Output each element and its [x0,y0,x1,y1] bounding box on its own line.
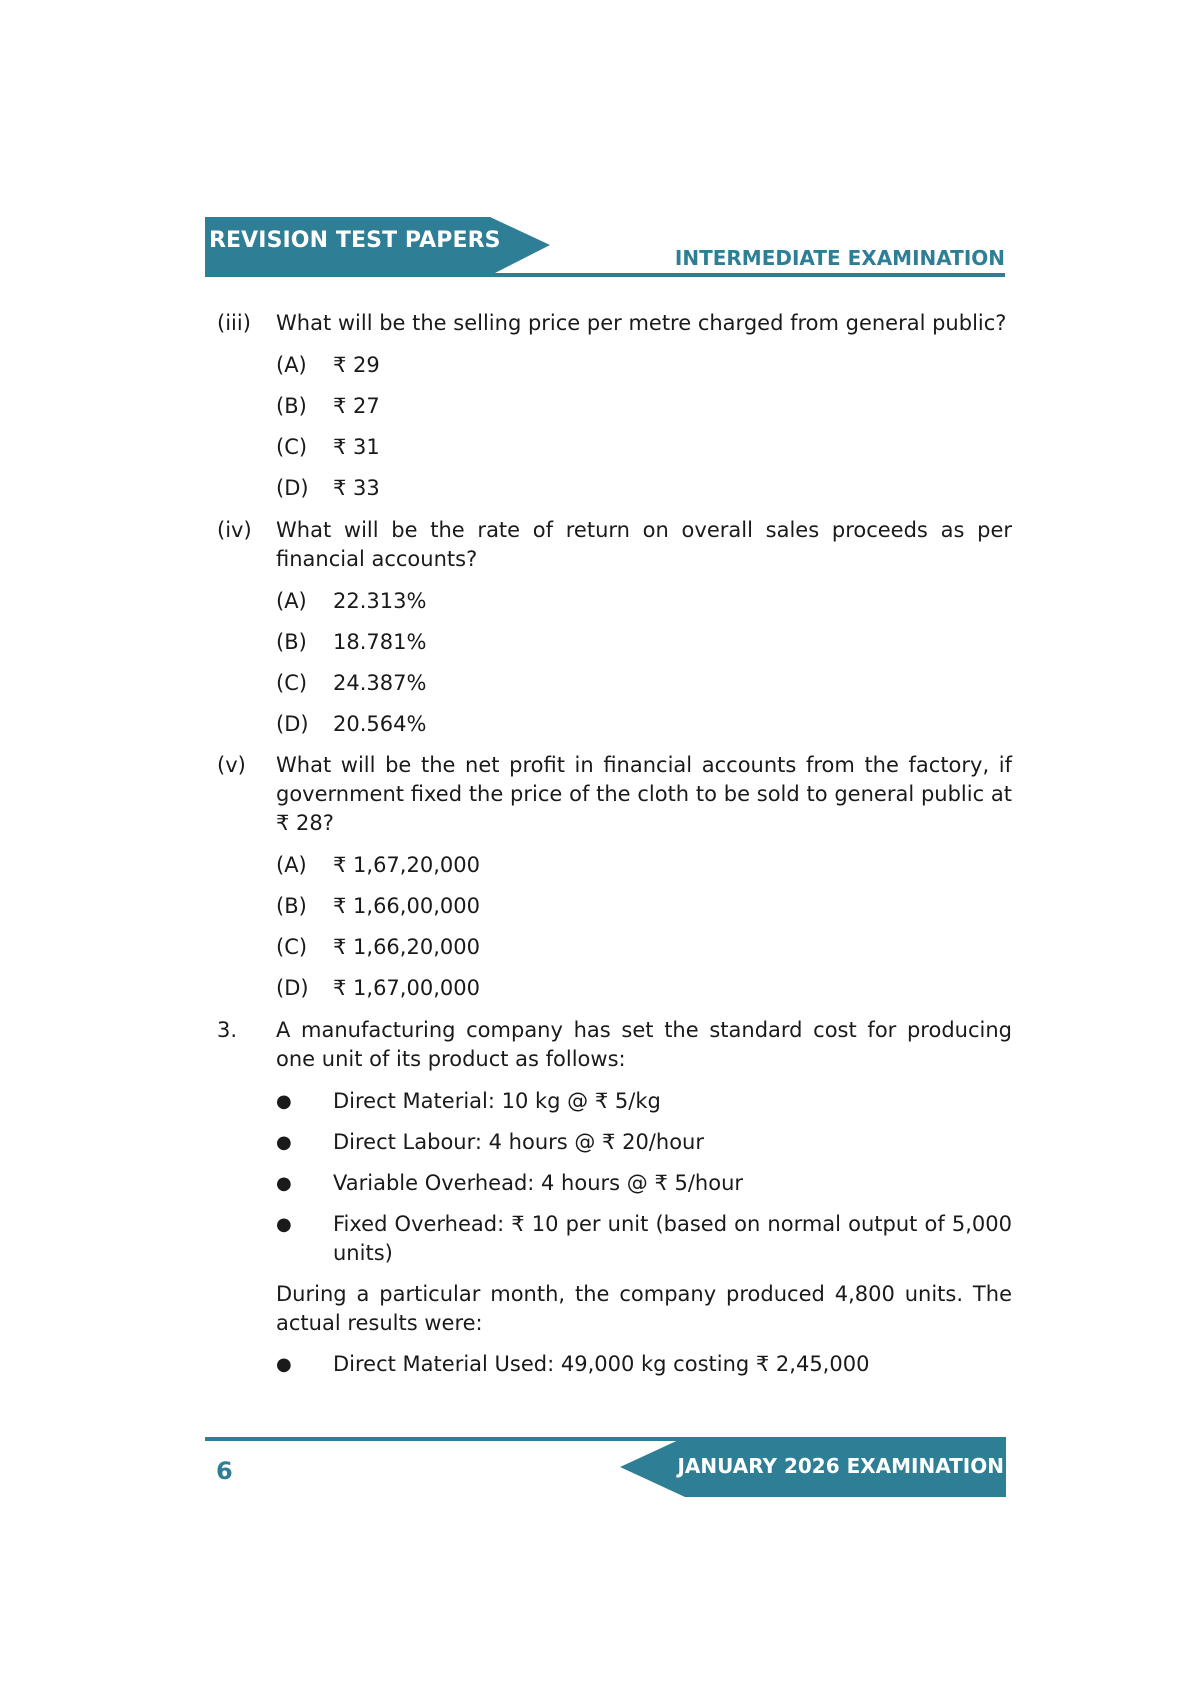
question-number: (iv) [217,518,252,542]
bullet-icon: ● [276,1354,292,1375]
option-label: (A) [276,353,307,377]
option-label: (C) [276,671,308,695]
actual-text: Direct Material Used: 49,000 kg costing ₹ 2,45,000 [333,1352,870,1376]
option-label: (D) [276,976,309,1000]
footer-exam-title: JANUARY 2026 EXAMINATION [677,1454,1004,1478]
standard-text: Fixed Overhead: ₹ 10 per unit (based on normal output of 5,000 units) [333,1212,1012,1265]
option-value: ₹ 1,67,20,000 [333,853,480,877]
option-value: ₹ 27 [333,394,380,418]
question-number: (v) [217,753,246,777]
question-text: What will be the rate of return on overall sales proceeds as per financial accounts? [276,518,1012,571]
option-label: (B) [276,630,307,654]
option-label: (A) [276,589,307,613]
option-value: ₹ 1,67,00,000 [333,976,480,1000]
question-text: What will be the net profit in financial accounts from the factory, if government fixed the price of the cloth to be sold to general public at ₹ 28? [276,753,1012,835]
question-text: What will be the selling price per metre charged from general public? [276,311,1007,335]
option-value: ₹ 1,66,00,000 [333,894,480,918]
bullet-icon: ● [276,1091,292,1112]
option-value: 24.387% [333,671,427,695]
question-number: (iii) [217,311,251,335]
option-value: ₹ 29 [333,353,380,377]
option-label: (B) [276,394,307,418]
option-value: ₹ 1,66,20,000 [333,935,480,959]
standard-text: Variable Overhead: 4 hours @ ₹ 5/hour [333,1171,744,1195]
option-label: (D) [276,712,309,736]
standard-text: Direct Material: 10 kg @ ₹ 5/kg [333,1089,661,1113]
option-value: ₹ 33 [333,476,380,500]
question-intro: A manufacturing company has set the standard cost for producing one unit of its product as follows: [276,1018,1012,1071]
header-right-title: INTERMEDIATE EXAMINATION [674,246,1005,270]
bullet-icon: ● [276,1132,292,1153]
option-label: (C) [276,435,308,459]
page-number: 6 [216,1457,233,1485]
bullet-icon: ● [276,1173,292,1194]
standard-text: Direct Labour: 4 hours @ ₹ 20/hour [333,1130,704,1154]
option-label: (D) [276,476,309,500]
option-value: 20.564% [333,712,427,736]
option-value: 18.781% [333,630,427,654]
option-value: 22.313% [333,589,427,613]
actual-intro-text: During a particular month, the company produced 4,800 units. The actual results were: [276,1282,1012,1335]
option-label: (C) [276,935,308,959]
question-number: 3. [217,1018,238,1042]
option-label: (A) [276,853,307,877]
header-rule [205,273,1005,277]
header-left-title: REVISION TEST PAPERS [209,228,501,253]
option-value: ₹ 31 [333,435,380,459]
bullet-icon: ● [276,1214,292,1235]
option-label: (B) [276,894,307,918]
